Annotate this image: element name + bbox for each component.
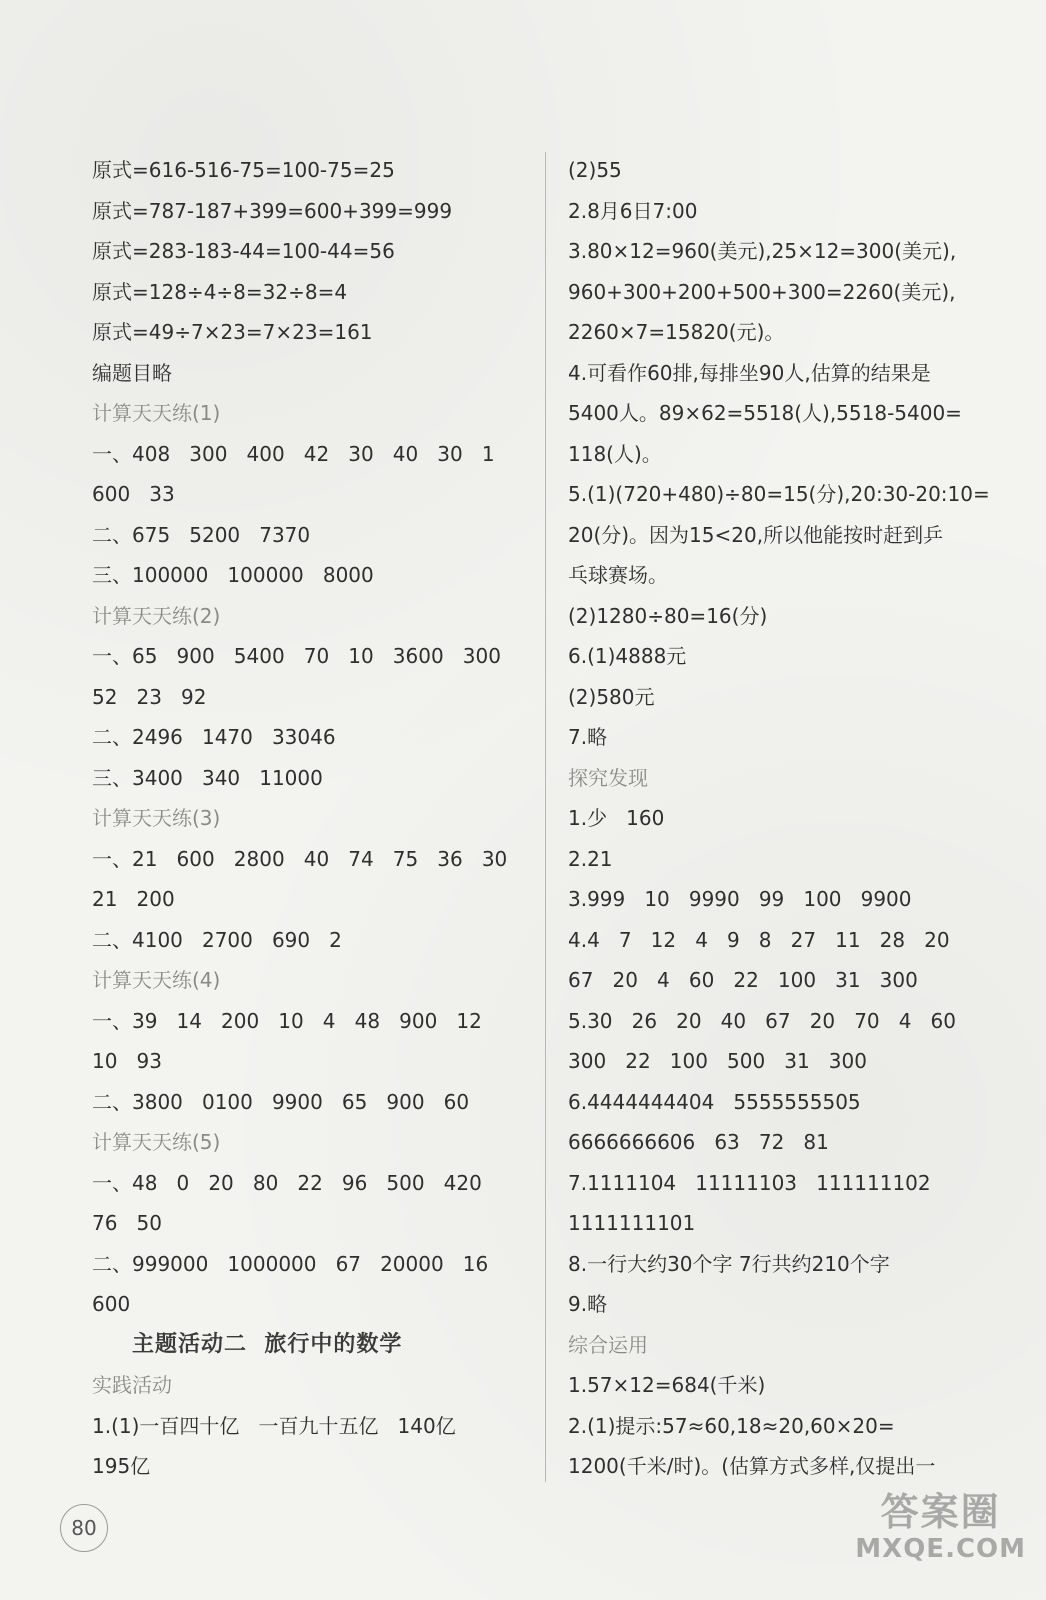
section-heading: 探究发现 (568, 765, 648, 790)
answer-line: 一、39 14 200 10 4 48 900 12 (92, 1008, 482, 1033)
answer-line: 4.可看作60排,每排坐90人,估算的结果是 (568, 360, 931, 385)
section-heading: 计算天天练(1) (92, 401, 221, 425)
answer-line: 960+300+200+500+300=2260(美元), (568, 279, 956, 304)
answer-line: 5.(1)(720+480)÷80=15(分),20:30-20:10= (568, 482, 990, 506)
answer-line: 6.(1)4888元 (568, 644, 687, 668)
theme-title: 主题活动二 旅行中的数学 (132, 1331, 403, 1357)
watermark-cn: 答案圈 (880, 1490, 1001, 1534)
answer-line: 三、3400 340 11000 (92, 765, 323, 790)
answer-line: 7.1111104 11111103 111111102 (568, 1170, 931, 1195)
answer-line: 9.略 (568, 1292, 608, 1316)
answer-line: 76 50 (92, 1211, 162, 1235)
answer-line: 600 33 (92, 482, 175, 506)
answer-line: 5.30 26 20 40 67 20 70 4 60 (568, 1008, 956, 1033)
section-heading: 计算天天练(5) (92, 1130, 221, 1154)
answer-line: 1111111101 (568, 1211, 696, 1235)
section-heading: 计算天天练(2) (92, 603, 221, 628)
answer-line: 4.4 7 12 4 9 8 27 11 28 20 (568, 927, 950, 952)
answer-line: 1.(1)一百四十亿 一百九十五亿 140亿 (92, 1413, 456, 1438)
answer-line: 1200(千米/时)。(估算方式多样,仅提出一 (568, 1454, 936, 1478)
answer-line: 67 20 4 60 22 100 31 300 (568, 968, 918, 992)
answer-line: (2)1280÷80=16(分) (568, 603, 768, 628)
answer-line: 编题目略 (92, 360, 172, 385)
page-number: 80 (60, 1504, 108, 1552)
answer-line: 1.少 160 (568, 806, 665, 830)
answer-line: 2260×7=15820(元)。 (568, 320, 785, 344)
answer-line: 二、999000 1000000 67 20000 16 (92, 1251, 489, 1276)
answer-line: 一、65 900 5400 70 10 3600 300 (92, 644, 501, 668)
answer-line: (2)580元 (568, 684, 655, 709)
column-divider (545, 152, 546, 1482)
answer-line: 300 22 100 500 31 300 (568, 1049, 867, 1073)
answer-line: 原式=128÷4÷8=32÷8=4 (92, 279, 348, 304)
answer-line: 原式=616-516-75=100-75=25 (92, 158, 395, 182)
answer-line: 8.一行大约30个字 7行共约210个字 (568, 1251, 890, 1276)
right-column (568, 150, 1008, 1487)
watermark-logo (855, 1490, 1026, 1564)
section-heading: 实践活动 (92, 1373, 172, 1397)
answer-line: 3.999 10 9990 99 100 9900 (568, 887, 912, 911)
answer-line: 10 93 (92, 1049, 162, 1073)
answer-line: 二、3800 0100 9900 65 900 60 (92, 1089, 470, 1114)
answer-line: 5400人。89×62=5518(人),5518-5400= (568, 401, 962, 425)
answer-line: 2.21 (568, 846, 613, 871)
watermark-en: MXQE.COM (855, 1534, 1026, 1564)
section-heading: 计算天天练(3) (92, 806, 221, 830)
answer-line: 52 23 92 (92, 684, 207, 709)
answer-line: 20(分)。因为15<20,所以他能按时赶到乒 (568, 522, 944, 547)
answer-line: 3.80×12=960(美元),25×12=300(美元), (568, 239, 957, 263)
answer-line: 6.4444444404 5555555505 (568, 1089, 861, 1114)
section-heading: 计算天天练(4) (92, 968, 221, 992)
answer-line: 二、4100 2700 690 2 (92, 927, 342, 952)
answer-line: 6666666606 63 72 81 (568, 1130, 829, 1154)
answer-line: 乓球赛场。 (568, 563, 668, 587)
answer-line: 195亿 (92, 1454, 151, 1478)
answer-line: 二、2496 1470 33046 (92, 725, 336, 749)
answer-line: 一、21 600 2800 40 74 75 36 30 (92, 846, 508, 871)
answer-line: 7.略 (568, 725, 608, 749)
answer-line: 2.8月6日7:00 (568, 198, 698, 223)
answer-line: 一、48 0 20 80 22 96 500 420 (92, 1170, 482, 1195)
answer-line: 118(人)。 (568, 441, 662, 466)
answer-line: 原式=49÷7×23=7×23=161 (92, 320, 373, 344)
answer-line: 原式=787-187+399=600+399=999 (92, 198, 453, 223)
answer-line: (2)55 (568, 158, 622, 182)
answer-line: 1.57×12=684(千米) (568, 1373, 766, 1397)
answer-line: 二、675 5200 7370 (92, 522, 311, 547)
answer-line: 21 200 (92, 887, 175, 911)
answer-line: 三、100000 100000 8000 (92, 563, 374, 587)
answer-line: 2.(1)提示:57≈60,18≈20,60×20= (568, 1413, 895, 1438)
answer-line: 原式=283-183-44=100-44=56 (92, 239, 395, 263)
section-heading: 综合运用 (568, 1332, 648, 1357)
left-column (92, 150, 522, 1487)
answer-line: 600 (92, 1292, 131, 1316)
answer-line: 一、408 300 400 42 30 40 30 1 (92, 441, 495, 466)
